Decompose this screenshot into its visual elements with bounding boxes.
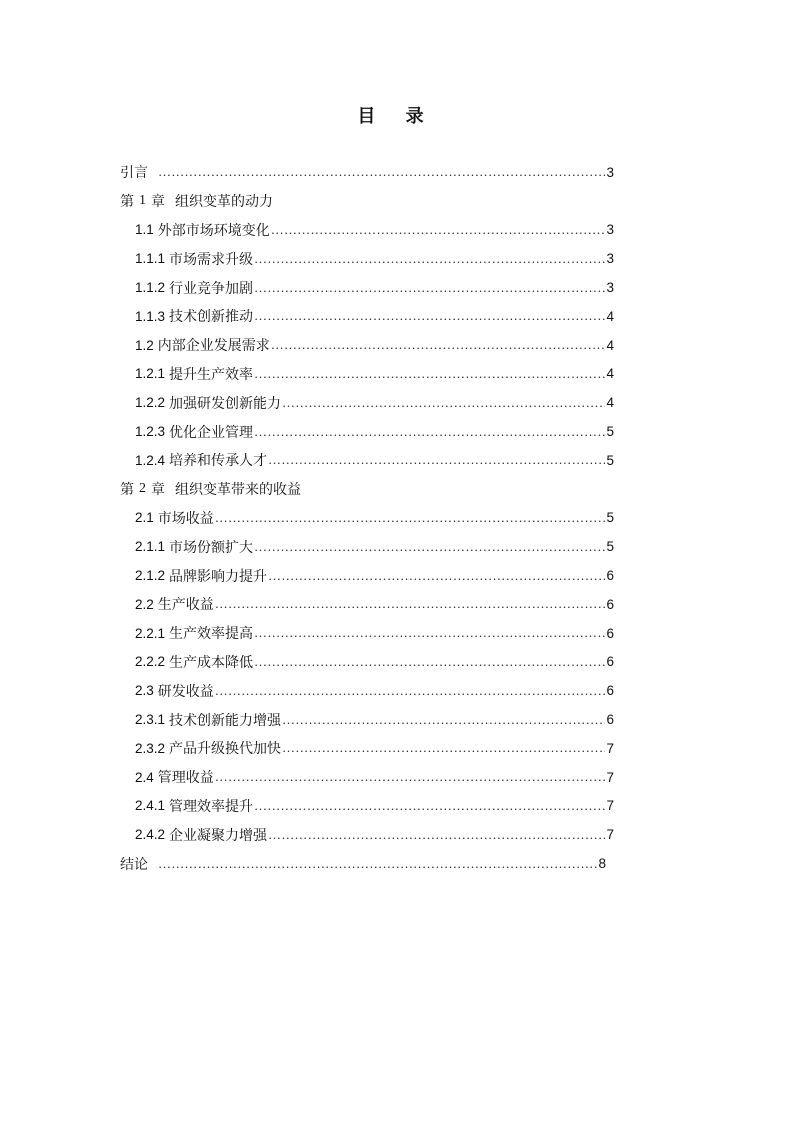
dot-leader	[268, 452, 605, 468]
dot-leader	[254, 798, 605, 814]
chapter-number: 1	[139, 193, 146, 209]
toc-entry	[0, 849, 606, 878]
chapter-suffix: 章	[151, 194, 165, 211]
section-number: 2.2.2	[135, 654, 166, 670]
page-number: 6	[606, 654, 614, 670]
chapter-title: 组织变革带来的收益	[175, 482, 301, 499]
dot-leader	[254, 280, 605, 296]
section-number: 1.2.4	[135, 452, 166, 468]
toc-entry	[0, 820, 614, 849]
section-title: 管理收益	[157, 770, 214, 787]
dot-leader	[268, 827, 605, 843]
toc-entry	[0, 763, 614, 792]
dot-leader	[254, 625, 605, 641]
toc-entry	[0, 158, 614, 187]
section-number: 1.1.3	[135, 308, 166, 324]
toc-entry	[0, 734, 614, 763]
page-number: 3	[606, 280, 614, 296]
section-title: 外部市场环境变化	[157, 222, 270, 239]
page-number: 7	[606, 798, 614, 814]
dot-leader	[254, 251, 605, 267]
page-number: 5	[606, 424, 614, 440]
section-number: 2.1.2	[135, 568, 166, 584]
toc-entry	[0, 244, 614, 273]
page-number: 4	[606, 308, 614, 324]
page-number: 5	[606, 452, 614, 468]
section-title: 生产效率提高	[169, 626, 254, 643]
section-title: 技术创新推动	[169, 309, 254, 326]
page-number: 6	[606, 596, 614, 612]
dot-leader	[254, 424, 605, 440]
page-number: 6	[606, 712, 614, 728]
section-number: 1.2.1	[135, 366, 166, 382]
page-number: 7	[606, 827, 614, 843]
dot-leader	[282, 712, 605, 728]
section-title: 管理效率提升	[169, 798, 254, 815]
chapter-prefix: 第	[120, 194, 134, 211]
section-number: 2.4	[135, 769, 154, 785]
section-title: 优化企业管理	[169, 424, 254, 441]
section-number: 2.3.1	[135, 712, 166, 728]
section-title: 提升生产效率	[169, 366, 254, 383]
toc-entry	[0, 360, 614, 389]
page-number: 7	[606, 769, 614, 785]
toc-entry	[0, 273, 614, 302]
section-title: 市场份额扩大	[169, 539, 254, 556]
page-number: 6	[606, 683, 614, 699]
page-number: 5	[606, 510, 614, 526]
section-number: 1.2	[135, 337, 154, 353]
dot-leader	[271, 222, 606, 238]
dot-leader	[282, 395, 605, 411]
page-number: 4	[606, 337, 614, 353]
section-number: 2.2	[135, 596, 154, 612]
dot-leader	[215, 510, 606, 526]
page-title: 目 录	[357, 106, 436, 127]
section-title: 企业凝聚力增强	[169, 827, 268, 844]
toc-entry	[0, 619, 614, 648]
section-number: 1.1.1	[135, 251, 166, 267]
dot-leader	[254, 308, 605, 324]
page-number: 4	[606, 366, 614, 382]
section-number: 2.4.2	[135, 827, 166, 843]
section-number: 2.4.1	[135, 798, 166, 814]
section-number: 1.1	[135, 222, 154, 238]
section-title: 技术创新能力增强	[169, 712, 282, 729]
toc-entry	[0, 302, 614, 331]
dot-leader	[215, 769, 606, 785]
toc-entry	[0, 417, 614, 446]
toc-entry	[0, 705, 614, 734]
toc-entry	[0, 792, 614, 821]
section-title: 市场收益	[157, 510, 214, 527]
page-number: 6	[606, 625, 614, 641]
toc-entry	[0, 331, 614, 360]
toc-entry	[0, 676, 614, 705]
dot-leader	[282, 740, 605, 756]
dot-leader	[254, 366, 605, 382]
page-number: 4	[606, 395, 614, 411]
dot-leader	[254, 539, 605, 555]
section-number: 2.3.2	[135, 740, 166, 756]
chapter-prefix: 第	[120, 482, 134, 499]
page-number: 7	[606, 740, 614, 756]
toc-entry	[0, 388, 614, 417]
section-title: 生产成本降低	[169, 654, 254, 671]
dot-leader	[215, 683, 606, 699]
page-number: 3	[606, 251, 614, 267]
section-number: 2.1.1	[135, 539, 166, 555]
section-title: 培养和传承人才	[169, 453, 268, 470]
toc-entry	[0, 504, 614, 533]
toc-entry	[0, 532, 614, 561]
section-title: 行业竞争加剧	[169, 280, 254, 297]
section-title: 生产收益	[157, 597, 214, 614]
dot-leader	[158, 164, 605, 180]
toc-entry	[0, 216, 614, 245]
toc-entry	[0, 648, 614, 677]
toc-entry	[0, 446, 614, 475]
section-title: 品牌影响力提升	[169, 568, 268, 585]
section-title: 内部企业发展需求	[157, 338, 270, 355]
table-of-contents	[0, 158, 793, 878]
toc-entry	[0, 590, 614, 619]
toc-chapter-heading	[0, 475, 614, 504]
toc-entry	[0, 561, 614, 590]
chapter-suffix: 章	[151, 482, 165, 499]
page-number: 3	[606, 222, 614, 238]
dot-leader	[254, 654, 605, 670]
page-number: 8	[598, 856, 606, 872]
toc-chapter-heading	[0, 187, 614, 216]
section-number: 2.3	[135, 683, 154, 699]
dot-leader	[268, 568, 605, 584]
dot-leader	[158, 856, 597, 872]
page-number: 6	[606, 568, 614, 584]
section-number: 1.1.2	[135, 280, 166, 296]
page-number: 3	[606, 164, 614, 180]
section-title: 产品升级换代加快	[169, 741, 282, 758]
chapter-number: 2	[139, 481, 146, 497]
dot-leader	[215, 596, 606, 612]
section-number: 2.1	[135, 510, 154, 526]
section-number: 1.2.2	[135, 395, 166, 411]
section-title: 结论	[120, 856, 148, 873]
section-title: 研发收益	[157, 683, 214, 700]
section-title: 市场需求升级	[169, 251, 254, 268]
section-title: 加强研发创新能力	[169, 395, 282, 412]
page-number: 5	[606, 539, 614, 555]
dot-leader	[271, 337, 606, 353]
section-number: 1.2.3	[135, 424, 166, 440]
section-number: 2.2.1	[135, 625, 166, 641]
chapter-title: 组织变革的动力	[175, 194, 273, 211]
section-title: 引言	[120, 165, 148, 182]
